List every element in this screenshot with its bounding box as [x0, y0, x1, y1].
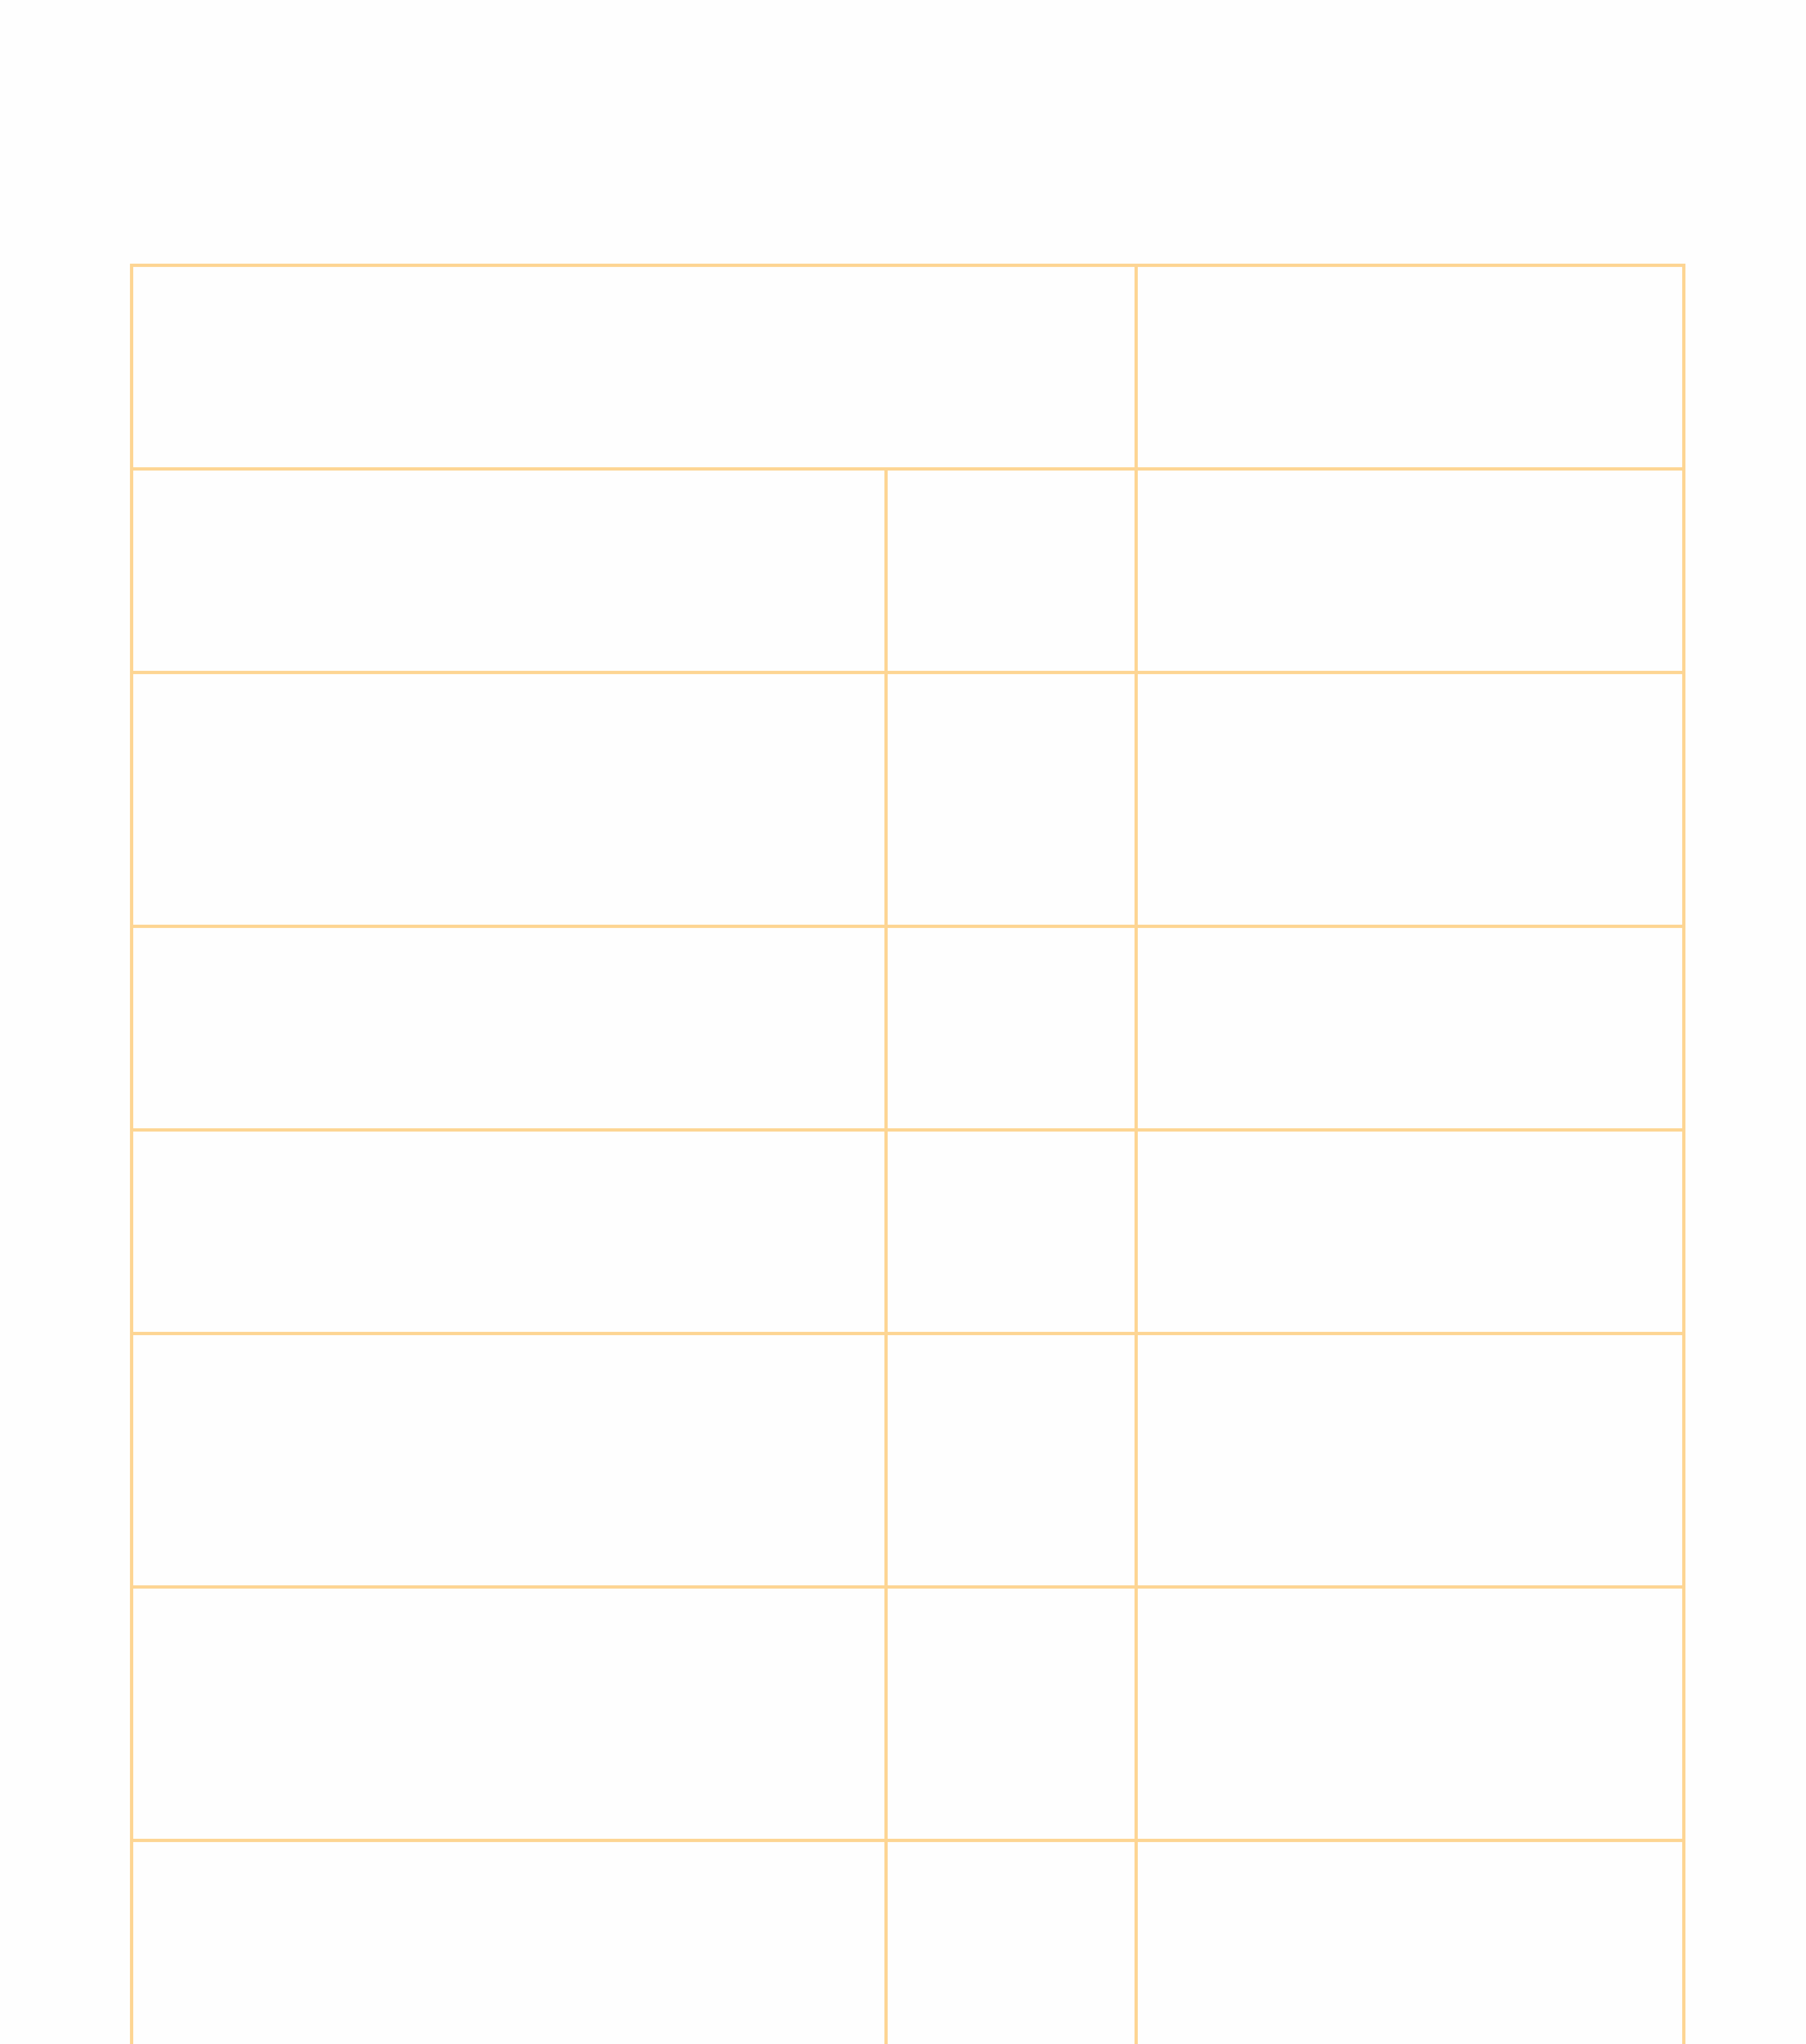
header-cell-right: [1136, 265, 1684, 469]
table-cell-left: [132, 469, 886, 672]
table-cell-middle: [886, 469, 1136, 672]
table-cell-right: [1136, 1840, 1684, 2044]
table-header-row: [132, 265, 1684, 469]
table-row: [132, 1840, 1684, 2044]
table-cell-middle: [886, 1334, 1136, 1587]
table-cell-middle: [886, 672, 1136, 926]
table-cell-right: [1136, 926, 1684, 1130]
table-cell-right: [1136, 1587, 1684, 1840]
table-cell-right: [1136, 672, 1684, 926]
table-row: [132, 469, 1684, 672]
table-row: [132, 1334, 1684, 1587]
table-row: [132, 926, 1684, 1130]
table-cell-right: [1136, 1130, 1684, 1334]
table-cell-left: [132, 926, 886, 1130]
table-cell-left: [132, 1130, 886, 1334]
table-row: [132, 1130, 1684, 1334]
table-cell-right: [1136, 1334, 1684, 1587]
table-row: [132, 1587, 1684, 1840]
table-cell-right: [1136, 469, 1684, 672]
table-cell-middle: [886, 1130, 1136, 1334]
table-cell-middle: [886, 1840, 1136, 2044]
table-row: [132, 672, 1684, 926]
table-cell-middle: [886, 926, 1136, 1130]
table-cell-left: [132, 1840, 886, 2044]
table-cell-left: [132, 672, 886, 926]
blank-grid-table: [130, 264, 1685, 2044]
table-cell-left: [132, 1587, 886, 1840]
table-cell-left: [132, 1334, 886, 1587]
table-cell-middle: [886, 1587, 1136, 1840]
header-cell-wide: [132, 265, 1136, 469]
